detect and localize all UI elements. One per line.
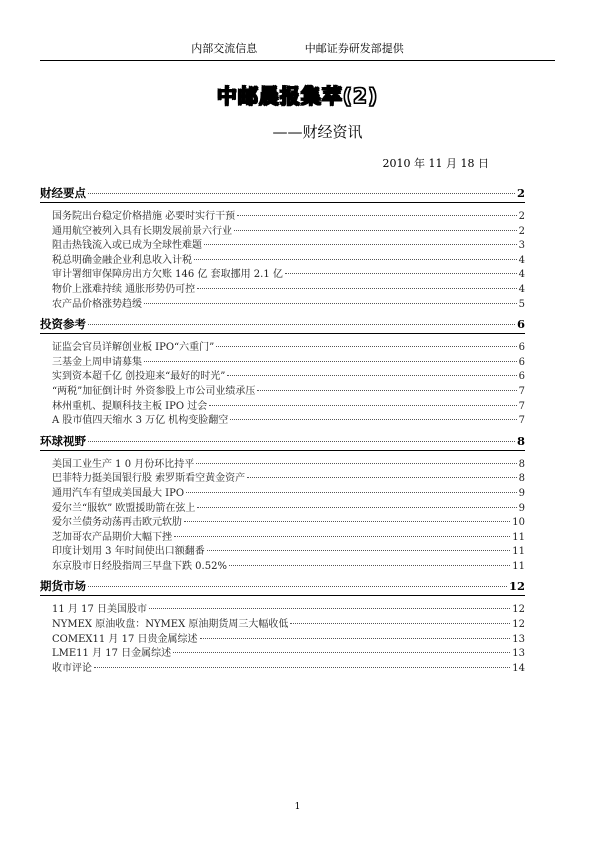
toc-entry[interactable] — [40, 630, 525, 645]
toc-entry-title: 通用汽车有望成美国最大 IPO — [52, 487, 185, 499]
dot-leader — [229, 565, 510, 566]
toc-entry[interactable] — [40, 542, 525, 557]
toc-section-heading[interactable] — [40, 433, 525, 451]
toc-entry[interactable] — [40, 528, 525, 543]
toc-entry-title: 爱尔兰债务动荡再击欧元软肋 — [52, 517, 182, 529]
toc-entry[interactable] — [40, 397, 525, 412]
toc-section-title: 财经要点 — [40, 186, 86, 200]
table-of-contents — [40, 185, 525, 680]
dot-leader — [200, 638, 511, 639]
toc-entry-title: 实到资本超千亿 创投迎来“最好的时光” — [52, 371, 226, 383]
toc-entry-title: 收市评论 — [52, 662, 92, 674]
toc-entry[interactable] — [40, 295, 525, 310]
dot-leader — [173, 652, 510, 653]
toc-entry-page: 7 — [518, 400, 525, 412]
toc-entry-page: 11 — [512, 560, 525, 572]
dot-leader — [234, 230, 517, 231]
toc-entry-title: 林州重机、提顺科技主板 IPO 过会 — [52, 400, 208, 412]
document-subtitle — [0, 121, 595, 142]
document-date: 2010 年 11 月 18 日 — [382, 157, 489, 170]
toc-entry-page: 3 — [518, 240, 525, 252]
dot-leader — [196, 463, 516, 464]
dot-leader — [290, 623, 510, 624]
toc-section — [40, 185, 525, 309]
dot-leader — [230, 419, 516, 420]
toc-section-page: 2 — [516, 186, 525, 200]
toc-entry-page: 14 — [512, 662, 525, 674]
toc-entry-title: 东京股市日经股指周三早盘下跌 0.52% — [52, 560, 227, 572]
toc-entry-title: 通用航空被列入具有长期发展前景六行业 — [52, 225, 232, 237]
toc-entry-page: 2 — [518, 225, 525, 237]
header-divider — [40, 60, 555, 61]
dot-leader — [88, 586, 507, 587]
toc-entry[interactable] — [40, 615, 525, 630]
dot-leader — [194, 259, 517, 260]
header-left-text: 内部交流信息 — [191, 42, 258, 55]
dot-leader — [257, 390, 516, 391]
dot-leader — [197, 288, 516, 289]
toc-entry-page: 4 — [518, 283, 525, 295]
toc-entry[interactable] — [40, 353, 525, 368]
page-footer — [0, 802, 595, 812]
dot-leader — [227, 375, 516, 376]
toc-section-title: 期货市场 — [40, 579, 86, 594]
toc-entry-page: 8 — [518, 458, 525, 470]
toc-entry-page: 8 — [518, 473, 525, 485]
dot-leader — [247, 477, 516, 478]
subtitle-text: ——财经资讯 — [272, 123, 363, 141]
toc-entry-title: 国务院出台稳定价格措施 必要时实行干预 — [52, 211, 236, 222]
toc-entry-title: 印度计划用 3 年时间使出口额翻番 — [52, 546, 205, 558]
toc-section — [40, 578, 525, 673]
dot-leader — [209, 405, 516, 406]
toc-entry-title: 证监会官员详解创业板 IPO“六重门” — [52, 342, 215, 354]
document-title: 中邮晨报集萃(2) — [216, 84, 379, 108]
toc-entry-title: 阻击热钱流入或已成为全球性难题 — [52, 240, 202, 252]
toc-entry-title: 爱尔兰“服软” 欧盟援助箭在弦上 — [52, 502, 196, 514]
toc-entry-title: 11 月 17 日美国股市 — [52, 604, 147, 616]
toc-entry-title: 审计署细审保障房出方欠账 146 亿 套取挪用 2.1 亿 — [52, 269, 283, 281]
toc-entry-title: 物价上涨难持续 通胀形势仍可控 — [52, 283, 196, 295]
toc-entry[interactable] — [40, 251, 525, 266]
toc-section-page: 6 — [516, 317, 525, 332]
toc-section-page: 8 — [516, 433, 525, 448]
toc-entry[interactable] — [40, 484, 525, 499]
toc-entry[interactable] — [40, 644, 525, 659]
toc-section-page: 12 — [508, 579, 525, 594]
dot-leader — [204, 244, 517, 245]
toc-entry-page: 12 — [512, 604, 525, 616]
toc-entry-page: 11 — [512, 546, 525, 558]
dot-leader — [174, 536, 510, 537]
toc-entry-title: 三基金上周申请募集 — [52, 356, 142, 368]
toc-section-title: 投资参考 — [40, 317, 86, 332]
toc-entry[interactable] — [40, 557, 525, 572]
toc-entry[interactable] — [40, 222, 525, 237]
toc-entry-title: COMEX11 月 17 日贵金属综述 — [52, 633, 198, 645]
toc-entry-title: 税总明确金融企业利息收入计税 — [52, 254, 192, 266]
dot-leader — [88, 193, 515, 194]
toc-entry-page: 5 — [518, 298, 525, 310]
toc-entry[interactable] — [40, 338, 525, 353]
header-right-text: 中邮证券研发部提供 — [304, 42, 404, 55]
toc-entry-page: 6 — [518, 356, 525, 368]
toc-entry[interactable] — [40, 280, 525, 295]
dot-leader — [144, 361, 517, 362]
toc-entry-page: 10 — [512, 517, 525, 529]
toc-entry[interactable] — [40, 469, 525, 484]
toc-entry-title: 巴菲特力挺美国银行股 索罗斯看空黄金资产 — [52, 473, 246, 485]
dot-leader — [94, 667, 510, 668]
toc-entry-title: 农产品价格涨势趋缓 — [52, 298, 142, 310]
toc-entry-page: 9 — [518, 487, 525, 499]
toc-entry[interactable] — [40, 265, 525, 280]
dot-leader — [237, 215, 516, 216]
toc-entry-page: 12 — [512, 619, 525, 631]
toc-section-heading[interactable] — [40, 185, 525, 203]
toc-entry[interactable] — [40, 382, 525, 397]
toc-entry-title: “两税”加征倒计时 外资参股上市公司业绩承压 — [52, 385, 256, 397]
dot-leader — [88, 441, 515, 442]
toc-entry[interactable] — [40, 455, 525, 470]
toc-entry-page: 6 — [518, 342, 525, 354]
toc-entry[interactable] — [40, 600, 525, 615]
dot-leader — [285, 273, 517, 274]
dot-leader — [197, 507, 516, 508]
toc-entry-page: 11 — [512, 531, 525, 543]
toc-entry-page: 13 — [512, 633, 525, 645]
toc-entry-page: 6 — [518, 371, 525, 383]
dot-leader — [149, 608, 510, 609]
toc-entry[interactable] — [40, 659, 525, 674]
toc-section — [40, 316, 525, 426]
toc-entry-title: 芝加哥农产品期价大幅下挫 — [52, 531, 172, 543]
toc-section-title: 环球视野 — [40, 433, 86, 448]
toc-entry-page: 4 — [518, 254, 525, 266]
toc-entry-title: 美国工业生产 1 0 月份环比持平 — [52, 458, 195, 470]
toc-entry[interactable] — [40, 513, 525, 528]
toc-entry-title: LME11 月 17 日金属综述 — [52, 648, 172, 660]
toc-entry-page: 4 — [518, 269, 525, 281]
toc-entry[interactable] — [40, 207, 525, 222]
toc-entry-page: 7 — [518, 415, 525, 427]
toc-entry-title: NYMEX 原油收盘：NYMEX 原油期货周三大幅收低 — [52, 619, 289, 631]
toc-section — [40, 433, 525, 572]
toc-section-heading[interactable] — [40, 578, 525, 596]
page-header — [40, 40, 555, 60]
dot-leader — [88, 324, 515, 325]
toc-entry[interactable] — [40, 367, 525, 382]
page-number: 1 — [294, 802, 301, 812]
toc-entry-title: A 股市值四天缩水 3 万亿 机构变脸翻空 — [52, 415, 229, 427]
toc-entry[interactable] — [40, 411, 525, 426]
toc-entry-page: 7 — [518, 385, 525, 397]
toc-section-heading[interactable] — [40, 316, 525, 334]
dot-leader — [216, 346, 516, 347]
toc-entry-page: 9 — [518, 502, 525, 514]
dot-leader — [186, 492, 517, 493]
toc-entry[interactable] — [40, 236, 525, 251]
dot-leader — [144, 303, 517, 304]
toc-entry[interactable] — [40, 499, 525, 514]
toc-entry-page: 13 — [512, 648, 525, 660]
dot-leader — [184, 521, 510, 522]
dot-leader — [207, 550, 511, 551]
toc-entry-page: 2 — [518, 211, 525, 222]
